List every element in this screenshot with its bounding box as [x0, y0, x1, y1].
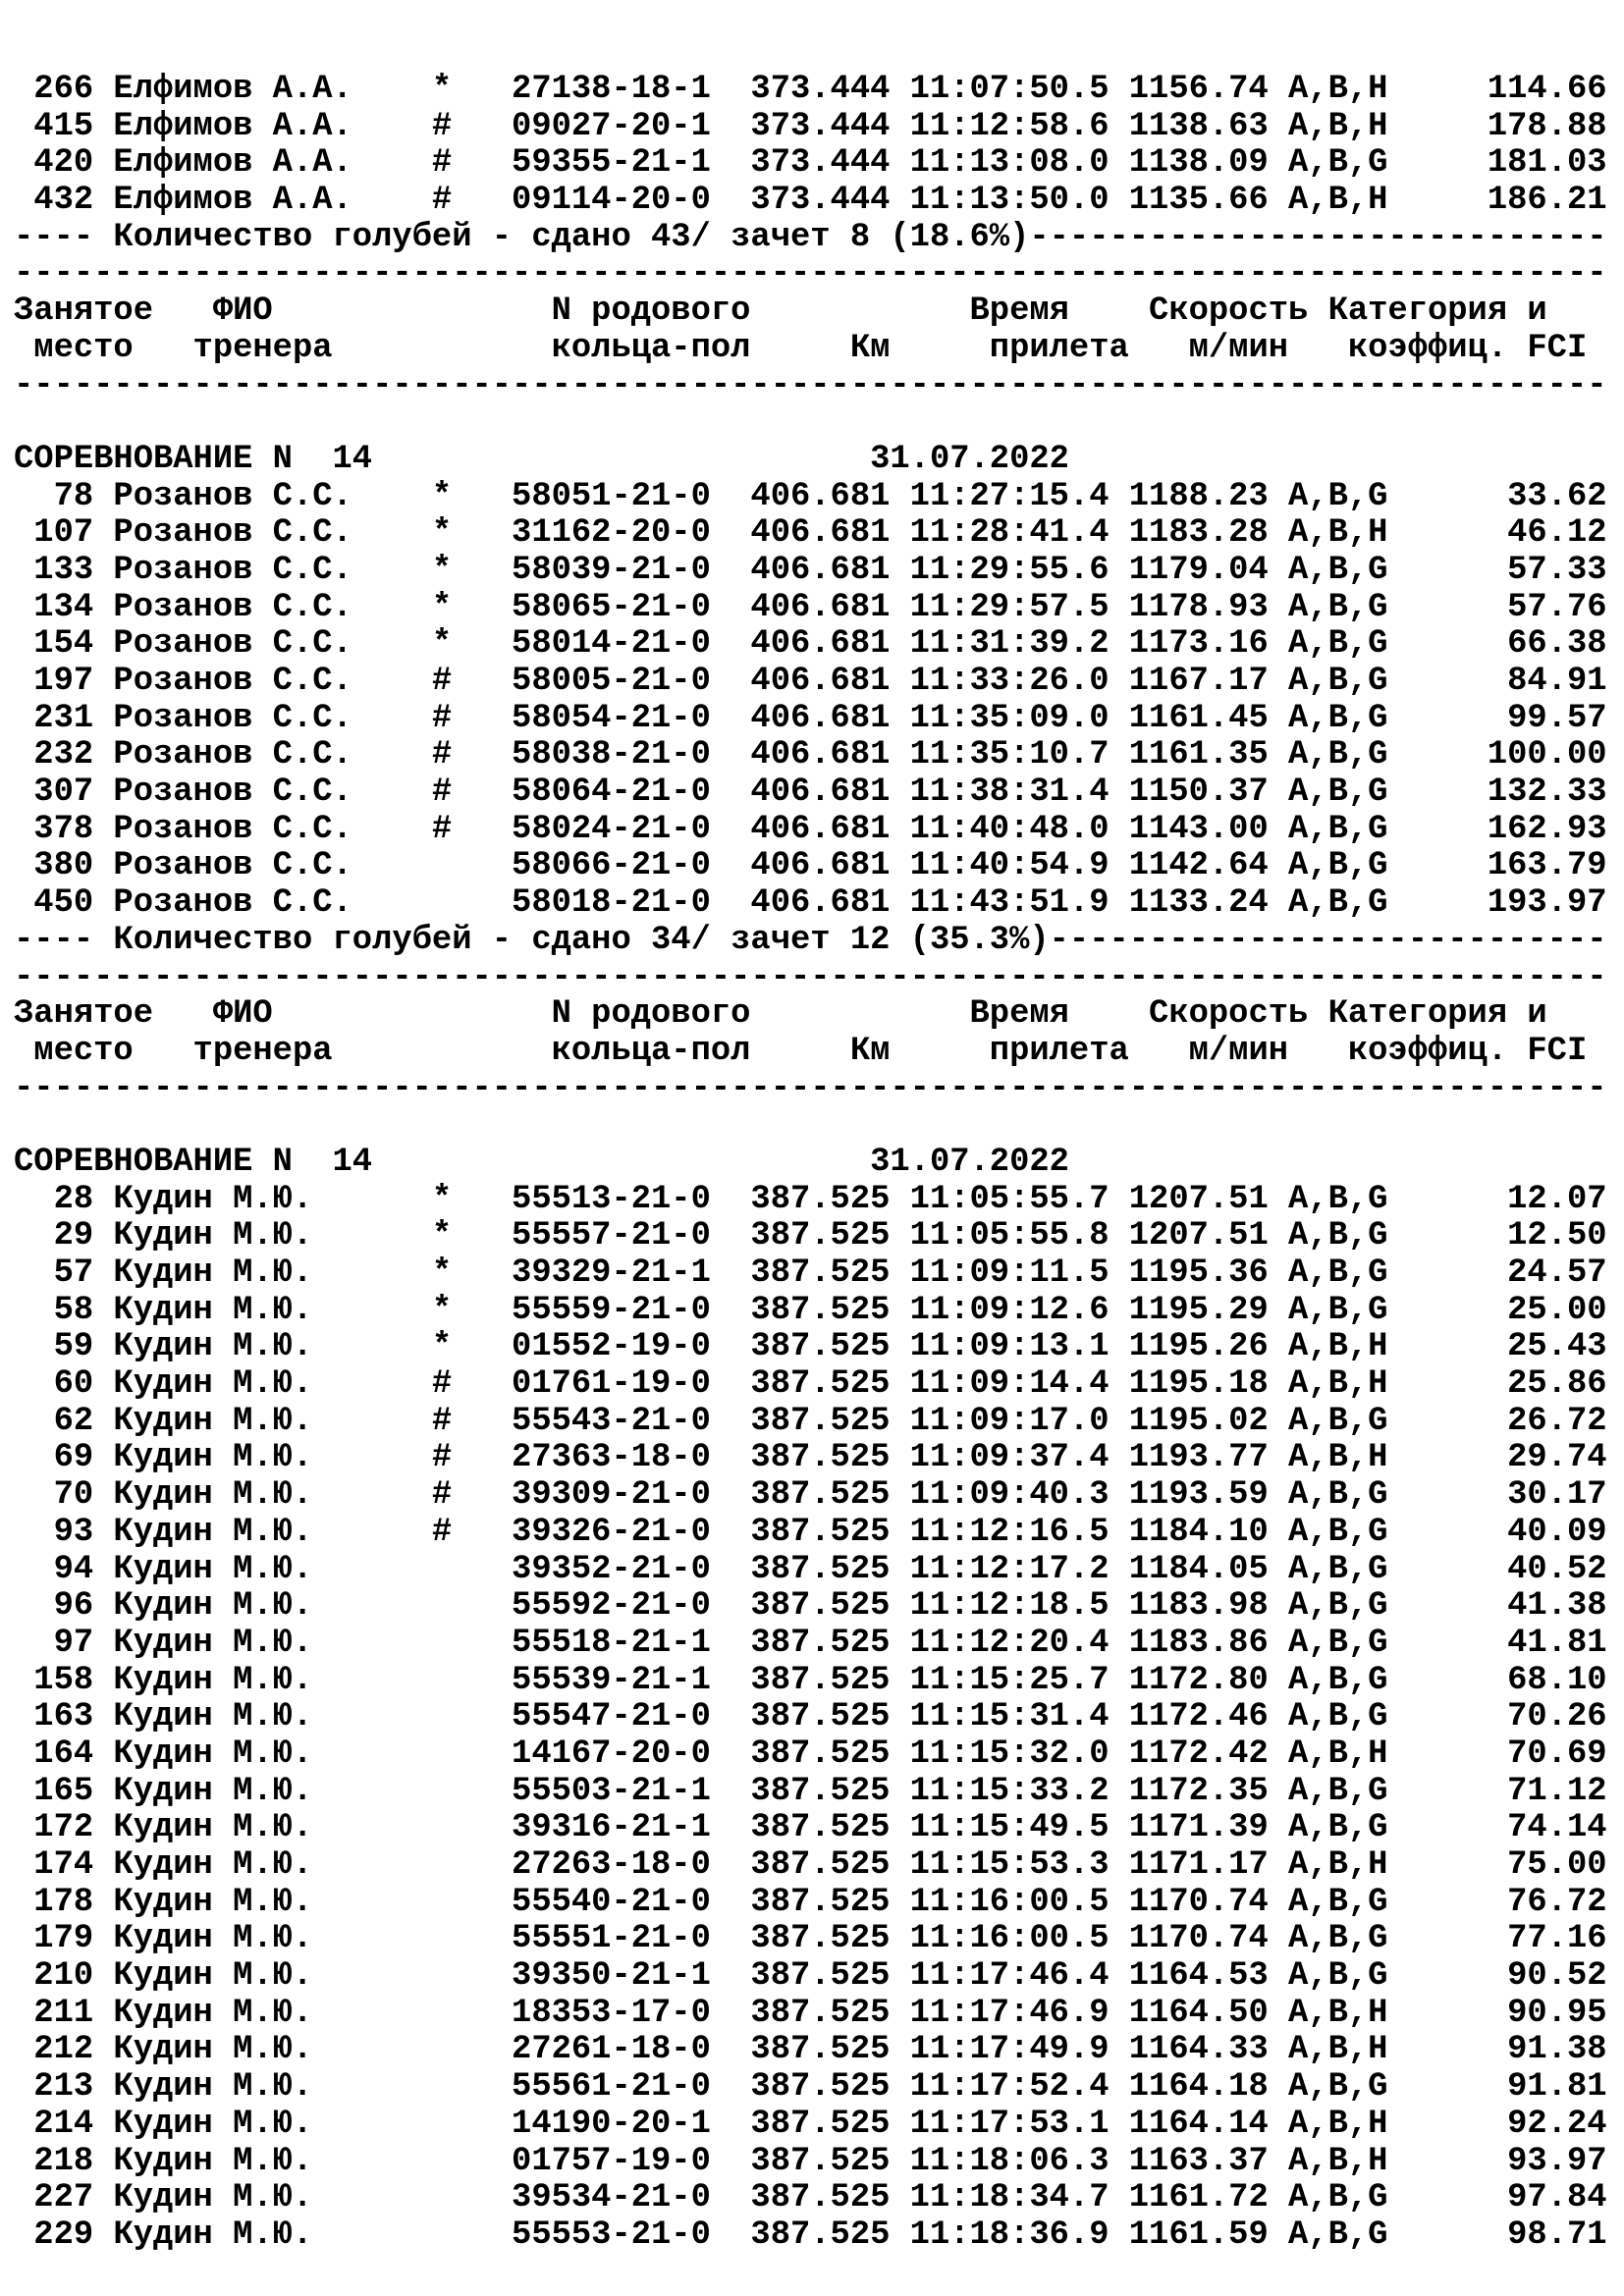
- result-row: 133 Розанов С.С. * 58039-21-0 406.681 11:29:55.6 1179.04 A,B,G 57.33: [14, 551, 1607, 589]
- result-row: 96 Кудин М.Ю. 55592-21-0 387.525 11:12:18.5 1183.98 A,B,G 41.38: [14, 1587, 1607, 1626]
- result-row: 227 Кудин М.Ю. 39534-21-0 387.525 11:18:34.7 1161.72 A,B,G 97.84: [14, 2179, 1607, 2217]
- blank-line: [14, 1107, 1607, 1145]
- result-row: 212 Кудин М.Ю. 27261-18-0 387.525 11:17:49.9 1164.33 A,B,H 91.38: [14, 2031, 1607, 2069]
- result-row: 59 Кудин М.Ю. * 01552-19-0 387.525 11:09:13.1 1195.26 A,B,H 25.43: [14, 1328, 1607, 1366]
- result-row: 197 Розанов С.С. # 58005-21-0 406.681 11:33:26.0 1167.17 A,B,G 84.91: [14, 663, 1607, 700]
- result-row: 231 Розанов С.С. # 58054-21-0 406.681 11:35:09.0 1161.45 A,B,G 99.57: [14, 699, 1607, 737]
- result-row: 380 Розанов С.С. 58066-21-0 406.681 11:40:54.9 1142.64 A,B,G 163.79: [14, 847, 1607, 885]
- result-row: 218 Кудин М.Ю. 01757-19-0 387.525 11:18:06.3 1163.37 A,B,H 93.97: [14, 2142, 1607, 2180]
- result-row: 28 Кудин М.Ю. * 55513-21-0 387.525 11:05:55.7 1207.51 A,B,G 12.07: [14, 1180, 1607, 1218]
- table-divider: --------------------------------------------------------------------------------: [14, 366, 1607, 404]
- result-row: 163 Кудин М.Ю. 55547-21-0 387.525 11:15:31.4 1172.46 A,B,G 70.26: [14, 1698, 1607, 1736]
- result-row: 420 Елфимов А.А. # 59355-21-1 373.444 11:13:08.0 1138.09 A,B,G 181.03: [14, 144, 1607, 183]
- result-row: 62 Кудин М.Ю. # 55543-21-0 387.525 11:09:17.0 1195.02 A,B,G 26.72: [14, 1402, 1607, 1440]
- result-row: 307 Розанов С.С. # 58064-21-0 406.681 11:38:31.4 1150.37 A,B,G 132.33: [14, 774, 1607, 812]
- competition-heading: СОРЕВНОВАНИЕ N 14 31.07.2022: [14, 440, 1069, 478]
- result-row: 158 Кудин М.Ю. 55539-21-1 387.525 11:15:25.7 1172.80 A,B,G 68.10: [14, 1661, 1607, 1699]
- result-row: 211 Кудин М.Ю. 18353-17-0 387.525 11:17:46.9 1164.50 A,B,H 90.95: [14, 1994, 1607, 2032]
- column-header-line1: Занятое ФИО N родового Время Скорость Категория и: [14, 293, 1547, 331]
- result-row: 210 Кудин М.Ю. 39350-21-1 387.525 11:17:46.4 1164.53 A,B,G 90.52: [14, 1957, 1607, 1996]
- column-header-line2: место тренера кольца-пол Км прилета м/мин коэффиц. FCI: [14, 329, 1588, 367]
- result-row: 432 Елфимов А.А. # 09114-20-0 373.444 11:13:50.0 1135.66 A,B,H 186.21: [14, 182, 1607, 220]
- blank-line: [14, 404, 1607, 442]
- result-row: 179 Кудин М.Ю. 55551-21-0 387.525 11:16:00.5 1170.74 A,B,G 77.16: [14, 1920, 1607, 1958]
- result-row: 229 Кудин М.Ю. 55553-21-0 387.525 11:18:36.9 1161.59 A,B,G 98.71: [14, 2216, 1607, 2254]
- result-row: 93 Кудин М.Ю. # 39326-21-0 387.525 11:12:16.5 1184.10 A,B,G 40.09: [14, 1513, 1607, 1551]
- result-row: 29 Кудин М.Ю. * 55557-21-0 387.525 11:05:55.8 1207.51 A,B,G 12.50: [14, 1217, 1607, 1255]
- result-row: 94 Кудин М.Ю. 39352-21-0 387.525 11:12:17.2 1184.05 A,B,G 40.52: [14, 1550, 1607, 1588]
- results-printout: [14, 72, 1607, 2255]
- result-row: 266 Елфимов А.А. * 27138-18-1 373.444 11:07:50.5 1156.74 A,B,H 114.66: [14, 71, 1607, 108]
- result-row: 78 Розанов С.С. * 58051-21-0 406.681 11:27:15.4 1188.23 A,B,G 33.62: [14, 477, 1607, 515]
- result-row: 97 Кудин М.Ю. 55518-21-1 387.525 11:12:20.4 1183.86 A,B,G 41.81: [14, 1624, 1607, 1662]
- result-row: 415 Елфимов А.А. # 09027-20-1 373.444 11:12:58.6 1138.63 A,B,H 178.88: [14, 107, 1607, 145]
- column-header-line1: Занятое ФИО N родового Время Скорость Категория и: [14, 995, 1547, 1034]
- summary-line: ---- Количество голубей - сдано 34/ зачет 12 (35.3%)----------------------------: [14, 921, 1607, 959]
- result-row: 165 Кудин М.Ю. 55503-21-1 387.525 11:15:33.2 1172.35 A,B,G 71.12: [14, 1772, 1607, 1810]
- result-row: 70 Кудин М.Ю. # 39309-21-0 387.525 11:09:40.3 1193.59 A,B,G 30.17: [14, 1476, 1607, 1515]
- result-row: 178 Кудин М.Ю. 55540-21-0 387.525 11:16:00.5 1170.74 A,B,G 76.72: [14, 1883, 1607, 1921]
- summary-line: ---- Количество голубей - сдано 43/ зачет 8 (18.6%)-----------------------------: [14, 218, 1607, 256]
- result-row: 58 Кудин М.Ю. * 55559-21-0 387.525 11:09:12.6 1195.29 A,B,G 25.00: [14, 1291, 1607, 1329]
- table-divider: --------------------------------------------------------------------------------: [14, 958, 1607, 996]
- result-row: 450 Розанов С.С. 58018-21-0 406.681 11:43:51.9 1133.24 A,B,G 193.97: [14, 884, 1607, 923]
- result-row: 164 Кудин М.Ю. 14167-20-0 387.525 11:15:32.0 1172.42 A,B,H 70.69: [14, 1735, 1607, 1773]
- result-row: 213 Кудин М.Ю. 55561-21-0 387.525 11:17:52.4 1164.18 A,B,G 91.81: [14, 2068, 1607, 2107]
- competition-heading: СОРЕВНОВАНИЕ N 14 31.07.2022: [14, 1143, 1069, 1181]
- result-row: 174 Кудин М.Ю. 27263-18-0 387.525 11:15:53.3 1171.17 A,B,H 75.00: [14, 1846, 1607, 1884]
- result-row: 172 Кудин М.Ю. 39316-21-1 387.525 11:15:49.5 1171.39 A,B,G 74.14: [14, 1809, 1607, 1847]
- result-row: 378 Розанов С.С. # 58024-21-0 406.681 11:40:48.0 1143.00 A,B,G 162.93: [14, 810, 1607, 848]
- result-row: 154 Розанов С.С. * 58014-21-0 406.681 11:31:39.2 1173.16 A,B,G 66.38: [14, 625, 1607, 664]
- result-row: 60 Кудин М.Ю. # 01761-19-0 387.525 11:09:14.4 1195.18 A,B,H 25.86: [14, 1365, 1607, 1404]
- table-divider: --------------------------------------------------------------------------------: [14, 1069, 1607, 1107]
- result-row: 107 Розанов С.С. * 31162-20-0 406.681 11:28:41.4 1183.28 A,B,H 46.12: [14, 514, 1607, 553]
- result-row: 214 Кудин М.Ю. 14190-20-1 387.525 11:17:53.1 1164.14 A,B,H 92.24: [14, 2105, 1607, 2143]
- column-header-line2: место тренера кольца-пол Км прилета м/мин коэффиц. FCI: [14, 1032, 1588, 1070]
- result-row: 232 Розанов С.С. # 58038-21-0 406.681 11:35:10.7 1161.35 A,B,G 100.00: [14, 736, 1607, 774]
- result-row: 134 Розанов С.С. * 58065-21-0 406.681 11:29:57.5 1178.93 A,B,G 57.76: [14, 588, 1607, 626]
- result-row: 57 Кудин М.Ю. * 39329-21-1 387.525 11:09:11.5 1195.36 A,B,G 24.57: [14, 1255, 1607, 1292]
- table-divider: --------------------------------------------------------------------------------: [14, 255, 1607, 294]
- result-row: 69 Кудин М.Ю. # 27363-18-0 387.525 11:09:37.4 1193.77 A,B,H 29.74: [14, 1439, 1607, 1477]
